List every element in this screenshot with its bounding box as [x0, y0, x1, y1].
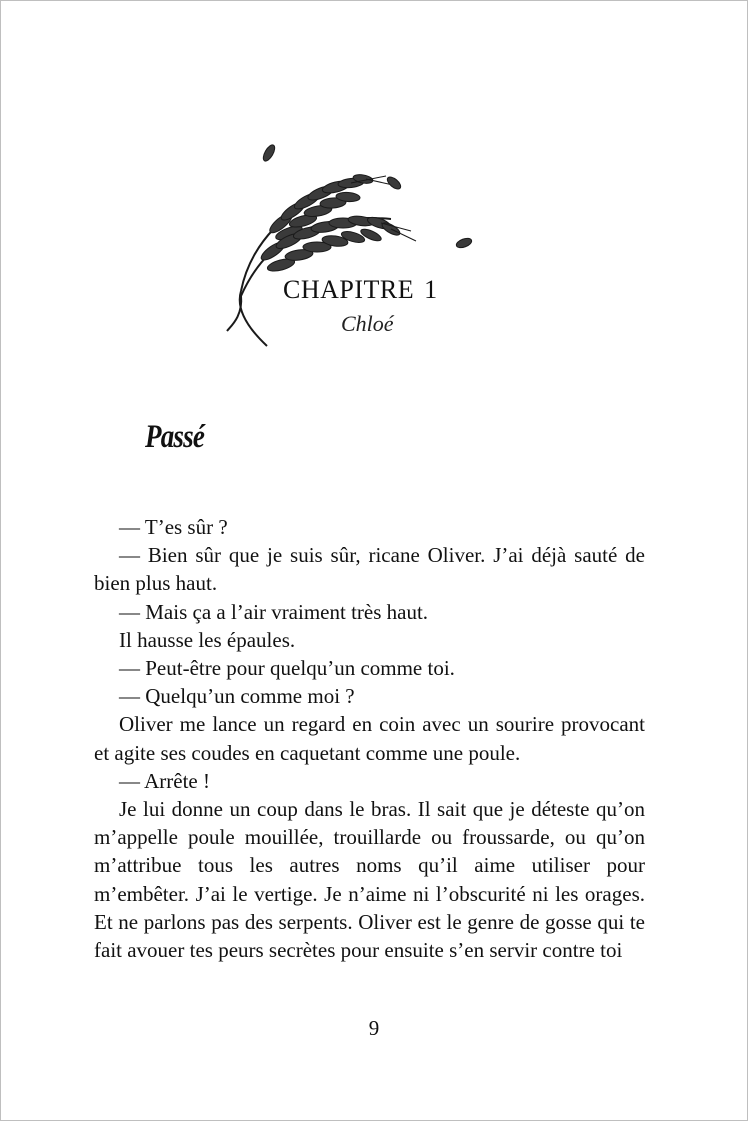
paragraph: — Quelqu’un comme moi ?: [119, 684, 355, 709]
section-heading: Passé: [145, 419, 205, 455]
page-number: 9: [368, 1016, 380, 1040]
paragraph: — Bien sûr que je suis sûr, ricane Oliver. J’ai déjà sauté de bien plus haut.: [94, 543, 645, 596]
body-text: [94, 513, 645, 964]
paragraph: — T’es sûr ?: [119, 515, 228, 539]
paragraph: — Mais ça a l’air vraiment très haut.: [119, 599, 429, 624]
paragraph: — Peut-être pour quelqu’un comme toi.: [119, 656, 455, 681]
chapter-number: 1: [424, 275, 438, 304]
paragraph: Je lui donne un coup dans le bras. Il sait que je déteste qu’on m’appelle poule mouillée, trouillarde ou froussarde, ou qu’on m’attribue tous les autres noms qu’il aime utiliser pour m’embêter. J’ai le vertige. Je n’aime ni l’obscurité ni les orages. Et ne parlons pas des serpents. Oliver est le genre de gosse qui te fait avouer tes peurs secrètes pour ensuite s’en servir contre toi: [94, 797, 645, 963]
chapter-label: CHAPITRE: [283, 275, 415, 304]
paragraph: Il hausse les épaules.: [119, 627, 296, 652]
paragraph: — Arrête !: [119, 768, 210, 793]
chapter-title: [283, 275, 438, 305]
chapter-subtitle: Chloé: [341, 311, 394, 336]
paragraph: Oliver me lance un regard en coin avec un sourire provocant et agite ses coudes en caquetant comme une poule.: [94, 712, 645, 765]
